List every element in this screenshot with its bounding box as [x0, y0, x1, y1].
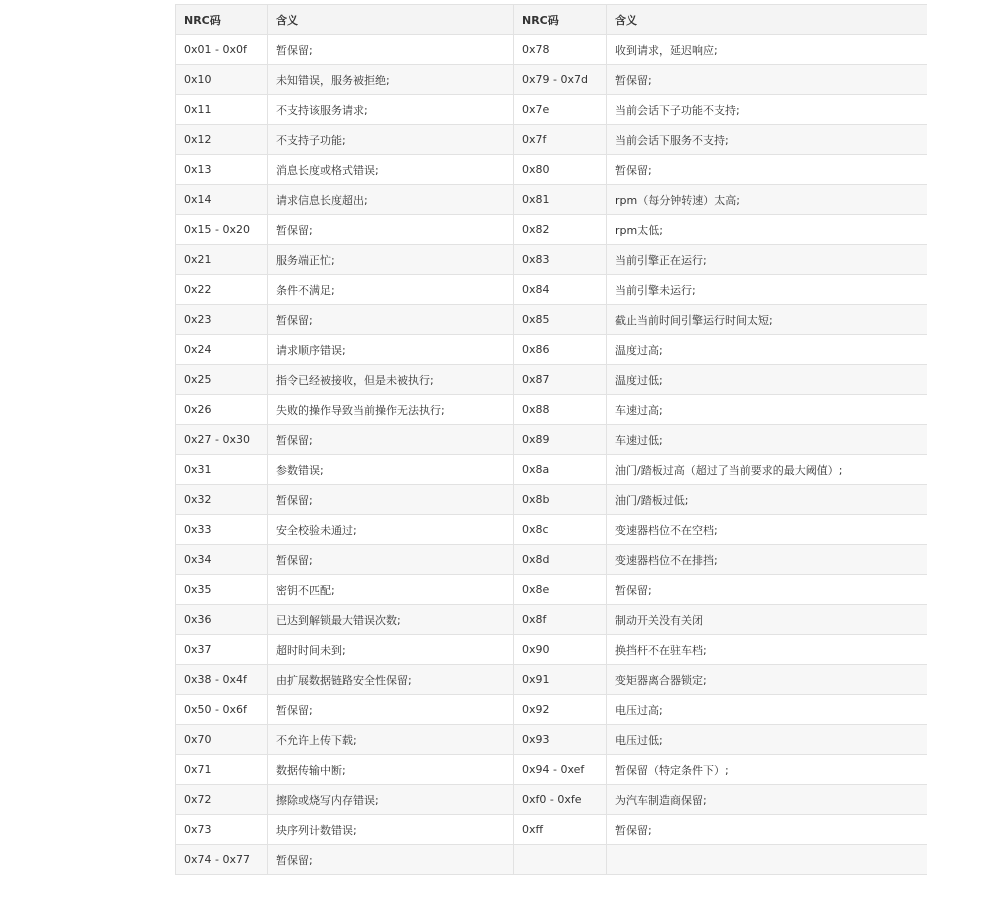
nrc-code-cell: 0x8d: [514, 545, 607, 575]
meaning-cell: 请求信息长度超出;: [268, 185, 514, 215]
meaning-cell: 数据传输中断;: [268, 755, 514, 785]
meaning-cell: 油门/踏板过低;: [607, 485, 928, 515]
nrc-code-cell: 0x38 - 0x4f: [176, 665, 268, 695]
meaning-cell: 由扩展数据链路安全性保留;: [268, 665, 514, 695]
meaning-cell: 暂保留;: [268, 425, 514, 455]
table-row: [176, 65, 928, 95]
table-row: [176, 515, 928, 545]
nrc-code-cell: 0xf0 - 0xfe: [514, 785, 607, 815]
nrc-code-cell: 0x74 - 0x77: [176, 845, 268, 875]
header-meaning-right: 含义: [607, 5, 928, 35]
nrc-code-cell: 0x71: [176, 755, 268, 785]
table-row: [176, 485, 928, 515]
meaning-cell: rpm（每分钟转速）太高;: [607, 185, 928, 215]
table-row: [176, 95, 928, 125]
meaning-cell: 当前引擎未运行;: [607, 275, 928, 305]
meaning-cell: 条件不满足;: [268, 275, 514, 305]
meaning-cell: 安全校验未通过;: [268, 515, 514, 545]
meaning-cell: 车速过低;: [607, 425, 928, 455]
meaning-cell: 温度过低;: [607, 365, 928, 395]
table-row: [176, 215, 928, 245]
nrc-code-cell: 0x78: [514, 35, 607, 65]
meaning-cell: 未知错误，服务被拒绝;: [268, 65, 514, 95]
nrc-code-cell: 0x73: [176, 815, 268, 845]
table-row: [176, 725, 928, 755]
nrc-code-cell: 0x88: [514, 395, 607, 425]
table-row: [176, 455, 928, 485]
table-header: [176, 5, 928, 35]
nrc-code-cell: 0x11: [176, 95, 268, 125]
meaning-cell: 暂保留;: [607, 65, 928, 95]
table-row: [176, 35, 928, 65]
table-row: [176, 755, 928, 785]
meaning-cell: 为汽车制造商保留;: [607, 785, 928, 815]
nrc-code-cell: 0x72: [176, 785, 268, 815]
table-row: [176, 665, 928, 695]
nrc-code-cell: 0x37: [176, 635, 268, 665]
meaning-cell: 暂保留;: [268, 305, 514, 335]
table-row: [176, 605, 928, 635]
nrc-table-container: [175, 4, 927, 886]
meaning-cell: 不支持子功能;: [268, 125, 514, 155]
nrc-code-cell: 0x13: [176, 155, 268, 185]
meaning-cell: 车速过高;: [607, 395, 928, 425]
meaning-cell: rpm太低;: [607, 215, 928, 245]
nrc-code-cell: 0x8a: [514, 455, 607, 485]
meaning-cell: 当前会话下服务不支持;: [607, 125, 928, 155]
nrc-code-cell: 0x23: [176, 305, 268, 335]
meaning-cell: 指令已经被接收，但是未被执行;: [268, 365, 514, 395]
table-row: [176, 785, 928, 815]
table-row: [176, 395, 928, 425]
meaning-cell: 不支持该服务请求;: [268, 95, 514, 125]
meaning-cell: 收到请求，延迟响应;: [607, 35, 928, 65]
nrc-code-cell: 0x83: [514, 245, 607, 275]
meaning-cell: 密钥不匹配;: [268, 575, 514, 605]
nrc-code-cell: 0xff: [514, 815, 607, 845]
header-row: [176, 5, 928, 35]
nrc-code-cell: 0x8b: [514, 485, 607, 515]
nrc-code-cell: 0x01 - 0x0f: [176, 35, 268, 65]
meaning-cell: 电压过高;: [607, 695, 928, 725]
nrc-code-cell: 0x92: [514, 695, 607, 725]
nrc-code-cell: 0x90: [514, 635, 607, 665]
table-row: [176, 635, 928, 665]
meaning-cell: 油门/踏板过高（超过了当前要求的最大阈值）;: [607, 455, 928, 485]
meaning-cell: 请求顺序错误;: [268, 335, 514, 365]
nrc-code-cell: 0x14: [176, 185, 268, 215]
nrc-table: [175, 4, 927, 875]
meaning-cell: 消息长度或格式错误;: [268, 155, 514, 185]
nrc-code-cell: 0x93: [514, 725, 607, 755]
meaning-cell: 暂保留;: [268, 215, 514, 245]
table-row: [176, 305, 928, 335]
table-row: [176, 575, 928, 605]
nrc-code-cell: 0x85: [514, 305, 607, 335]
meaning-cell: 暂保留;: [268, 485, 514, 515]
table-row: [176, 845, 928, 875]
table-row: [176, 125, 928, 155]
nrc-code-cell: 0x50 - 0x6f: [176, 695, 268, 725]
table-row: [176, 695, 928, 725]
table-row: [176, 245, 928, 275]
nrc-code-cell: 0x89: [514, 425, 607, 455]
nrc-code-cell: 0x81: [514, 185, 607, 215]
meaning-cell: 变矩器离合器锁定;: [607, 665, 928, 695]
nrc-code-cell: 0x35: [176, 575, 268, 605]
meaning-cell: 电压过低;: [607, 725, 928, 755]
table-row: [176, 365, 928, 395]
header-meaning-left: 含义: [268, 5, 514, 35]
nrc-code-cell: 0x70: [176, 725, 268, 755]
table-body: [176, 35, 928, 875]
header-nrc-code-left: NRC码: [176, 5, 268, 35]
meaning-cell: 不允许上传下载;: [268, 725, 514, 755]
nrc-code-cell: 0x33: [176, 515, 268, 545]
meaning-cell: 截止当前时间引擎运行时间太短;: [607, 305, 928, 335]
meaning-cell: 暂保留;: [268, 695, 514, 725]
nrc-code-cell: 0x7f: [514, 125, 607, 155]
meaning-cell: 暂保留;: [607, 815, 928, 845]
table-row: [176, 815, 928, 845]
nrc-code-cell: 0x36: [176, 605, 268, 635]
meaning-cell: 已达到解锁最大错误次数;: [268, 605, 514, 635]
meaning-cell: 暂保留;: [607, 575, 928, 605]
meaning-cell: 服务端正忙;: [268, 245, 514, 275]
nrc-code-cell: 0x82: [514, 215, 607, 245]
nrc-code-cell: 0x27 - 0x30: [176, 425, 268, 455]
table-row: [176, 545, 928, 575]
nrc-code-cell: 0x31: [176, 455, 268, 485]
meaning-cell: 当前引擎正在运行;: [607, 245, 928, 275]
meaning-cell: 失败的操作导致当前操作无法执行;: [268, 395, 514, 425]
nrc-code-cell: 0x8c: [514, 515, 607, 545]
meaning-cell: 换挡杆不在驻车档;: [607, 635, 928, 665]
table-row: [176, 155, 928, 185]
nrc-code-cell: 0x7e: [514, 95, 607, 125]
nrc-code-cell: 0x32: [176, 485, 268, 515]
header-nrc-code-right: NRC码: [514, 5, 607, 35]
nrc-code-cell: 0x26: [176, 395, 268, 425]
meaning-cell: 块序列计数错误;: [268, 815, 514, 845]
nrc-code-cell: 0x25: [176, 365, 268, 395]
nrc-code-cell: 0x80: [514, 155, 607, 185]
nrc-code-cell: 0x91: [514, 665, 607, 695]
nrc-code-cell: 0x86: [514, 335, 607, 365]
meaning-cell: 温度过高;: [607, 335, 928, 365]
meaning-cell: 暂保留;: [268, 545, 514, 575]
nrc-code-cell: 0x84: [514, 275, 607, 305]
meaning-cell: 暂保留（特定条件下）;: [607, 755, 928, 785]
table-row: [176, 425, 928, 455]
nrc-code-cell: 0x15 - 0x20: [176, 215, 268, 245]
nrc-code-cell: 0x22: [176, 275, 268, 305]
nrc-code-cell: 0x10: [176, 65, 268, 95]
meaning-cell: [607, 845, 928, 875]
nrc-code-cell: 0x8e: [514, 575, 607, 605]
nrc-code-cell: 0x21: [176, 245, 268, 275]
nrc-code-cell: 0x8f: [514, 605, 607, 635]
meaning-cell: 参数错误;: [268, 455, 514, 485]
nrc-code-cell: 0x24: [176, 335, 268, 365]
meaning-cell: 暂保留;: [268, 845, 514, 875]
meaning-cell: 变速器档位不在空档;: [607, 515, 928, 545]
meaning-cell: 制动开关没有关闭: [607, 605, 928, 635]
nrc-code-cell: 0x34: [176, 545, 268, 575]
nrc-code-cell: [514, 845, 607, 875]
table-row: [176, 275, 928, 305]
meaning-cell: 暂保留;: [607, 155, 928, 185]
table-row: [176, 185, 928, 215]
nrc-code-cell: 0x79 - 0x7d: [514, 65, 607, 95]
meaning-cell: 当前会话下子功能不支持;: [607, 95, 928, 125]
nrc-code-cell: 0x87: [514, 365, 607, 395]
nrc-code-cell: 0x12: [176, 125, 268, 155]
table-row: [176, 335, 928, 365]
meaning-cell: 擦除或烧写内存错误;: [268, 785, 514, 815]
meaning-cell: 暂保留;: [268, 35, 514, 65]
nrc-code-cell: 0x94 - 0xef: [514, 755, 607, 785]
meaning-cell: 超时时间未到;: [268, 635, 514, 665]
meaning-cell: 变速器档位不在排挡;: [607, 545, 928, 575]
